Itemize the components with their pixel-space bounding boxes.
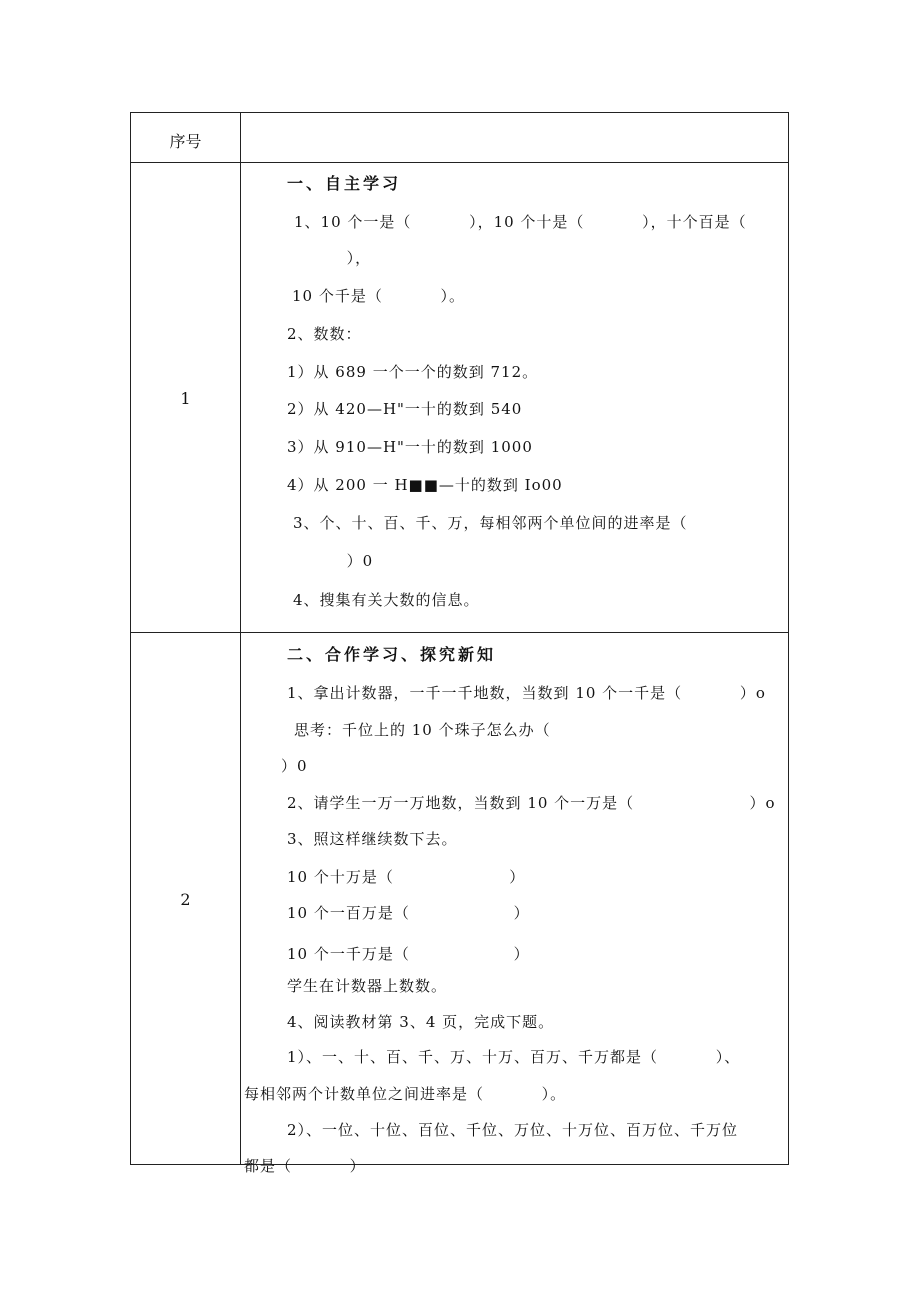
row-divider [131,162,788,163]
text-line: 思考：千位上的 10 个珠子怎么办（ [294,721,551,739]
text-line: 3）从 910—H"一十的数到 1000 [287,438,533,456]
text-line: 2、数数： [287,325,362,343]
text-line: 4、搜集有关大数的信息。 [293,591,480,609]
text-line: 2）、一位、十位、百位、千位、万位、十万位、百万位、千万位 [287,1121,739,1139]
text-line: 4、阅读教材第 3、4 页，完成下题。 [287,1013,555,1031]
text-line: 2、请学生一万一万地数，当数到 10 个一万是（ ）o [287,794,776,812]
text-line: ）0 [289,552,374,570]
text-line: 都是（ ） [244,1157,366,1175]
text-line: 10 个十万是（ ） [287,868,526,886]
text-line: 3、照这样继续数下去。 [287,830,458,848]
text-line: 10 个一千万是（ ） [287,945,530,963]
row-number: 2 [180,890,191,909]
text-line: 1）、一、十、百、千、万、十万、百万、千万都是（ ）、 [287,1048,741,1066]
text-line: ）0 [281,757,308,775]
text-line: 2）从 420—H"一十的数到 540 [287,400,523,418]
text-line: 1）从 689 一个一个的数到 712。 [287,363,539,381]
text-line: 1、10 个一是（ ），10 个十是（ ），十个百是（ [294,213,747,231]
text-line: 4）从 200 一 H■■—十的数到 Io00 [287,476,563,494]
text-line: 10 个千是（ ）。 [292,287,466,305]
text-line: 每相邻两个计数单位之间进率是（ ）。 [244,1085,567,1103]
clipped-line-wrapper [131,1142,788,1175]
section-heading: 二、合作学习、探究新知 [287,645,497,664]
header-serial-number: 序号 [169,132,202,151]
column-divider [240,113,241,1164]
row-divider [131,632,788,633]
lesson-table [130,112,789,1175]
text-line: ）， [289,249,372,267]
row-number: 1 [180,389,191,408]
text-line: 10 个一百万是（ ） [287,904,530,922]
section-heading: 一、自主学习 [287,174,402,193]
text-line: 1、拿出计数器，一千一千地数，当数到 10 个一千是（ ）o [287,684,766,702]
text-line: 3、个、十、百、千、万，每相邻两个单位间的进率是（ [293,514,688,532]
text-line: 学生在计数器上数数。 [287,977,448,995]
